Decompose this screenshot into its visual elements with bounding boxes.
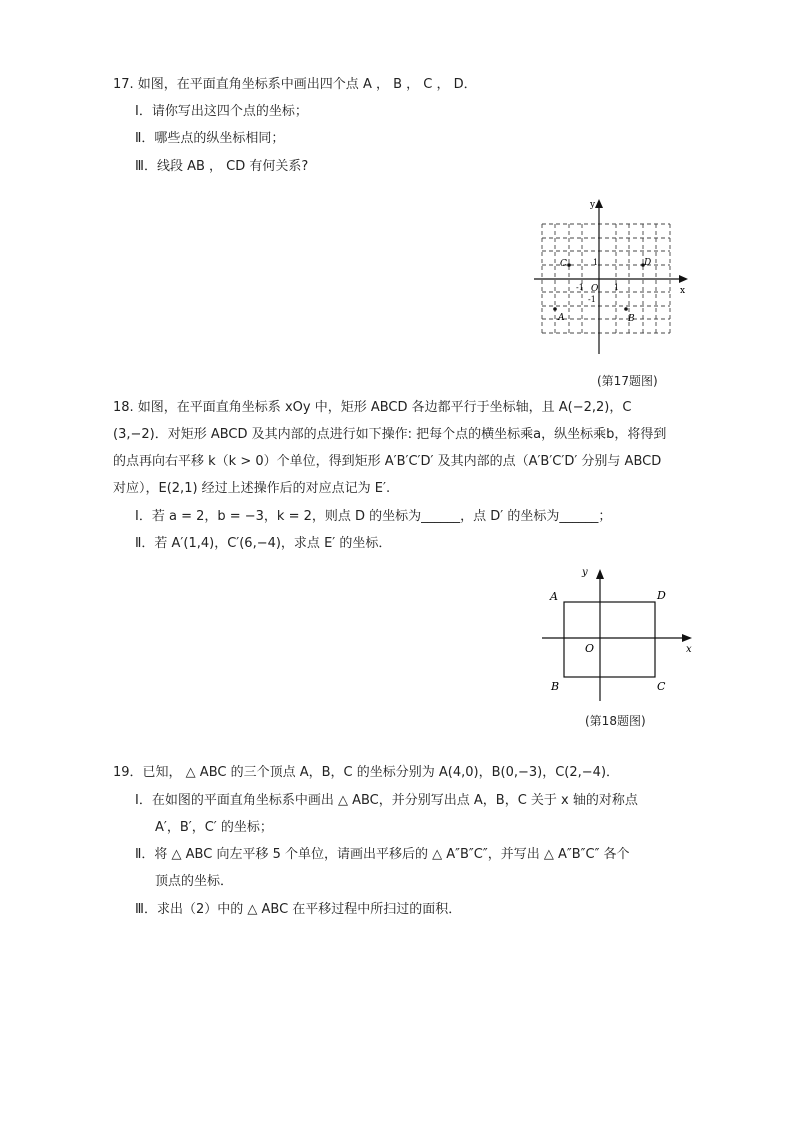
q18-origin-label: O [585, 642, 595, 655]
q17-tick-x-neg: -1 [576, 283, 584, 292]
q17-point-d-label: D [644, 258, 652, 268]
q17-figure-caption: (第17题图) [597, 374, 658, 388]
q19-statement: 19．已知， △ ABC 的三个顶点 A，B，C 的坐标分别为 A(4,0)，B(0,−3)，C(2,−4)． [113, 765, 620, 780]
q18-part2: Ⅱ．若 A′(1,4)，C′(6,−4)，求点 E′ 的坐标． [135, 536, 392, 551]
q19-part1-line1: Ⅰ．在如图的平面直角坐标系中画出 △ ABC，并分别写出点 A，B，C 关于 x 轴的对称点 [135, 793, 638, 808]
q17-y-axis-label: y [590, 200, 596, 210]
q17-statement: 17. 如图，在平面直角坐标系中画出四个点 A ， B ， C ， D． [113, 77, 477, 92]
q17-tick-x-pos: 1 [614, 283, 620, 292]
q17-part2: Ⅱ．哪些点的纵坐标相同； [135, 131, 285, 146]
q17-point-a-label: A [558, 313, 565, 323]
q19-part3: Ⅲ．求出（2）中的 △ ABC 在平移过程中所扫过的面积． [135, 902, 462, 917]
q17-point-c-label: C [560, 259, 567, 269]
q18-statement-line4: 对应），E(2,1) 经过上述操作后的对应点记为 E′. [113, 481, 391, 496]
q19-part1-line2: A′，B′，C′ 的坐标； [155, 820, 273, 835]
q18-rectangle-abcd [564, 602, 655, 677]
q18-x-axis-label: x [686, 644, 692, 655]
q17-point-b-label: B [628, 314, 635, 324]
q18-rectangle-figure [540, 560, 698, 708]
q17-part1: Ⅰ．请你写出这四个点的坐标； [135, 104, 308, 119]
q19-part2-line1: Ⅱ．将 △ ABC 向左平移 5 个单位，请画出平移后的 △ A″B″C″，并写出 △ A″B″C″ 各个 [135, 847, 630, 862]
q18-label-b: B [551, 680, 560, 693]
q19-part2-line2: 顶点的坐标． [155, 874, 234, 889]
q18-statement-line3: 的点再向右平移 k（k > 0）个单位，得到矩形 A′B′C′D′ 及其内部的点（A′B′C′D′ 分别与 ABCD [113, 454, 662, 469]
q17-point-c [567, 263, 571, 267]
q18-statement-line2: (3,−2)．对矩形 ABCD 及其内部的点进行如下操作: 把每个点的横坐标乘a，纵坐标乘b，将得到 [113, 427, 667, 442]
q17-part3: Ⅲ．线段 AB ， CD 有何关系? [135, 159, 309, 174]
q17-tick-y-pos: 1 [593, 258, 599, 267]
q18-statement-line1: 18. 如图，在平面直角坐标系 xOy 中，矩形 ABCD 各边都平行于坐标轴，且 A(−2,2)，C [113, 400, 632, 415]
q17-x-axis-label: x [680, 286, 686, 296]
q17-origin-label: O [591, 284, 599, 294]
q17-tick-y-neg: -1 [588, 295, 596, 304]
q18-part1: Ⅰ．若 a = 2，b = −3，k = 2，则点 D 的坐标为______，点 D′ 的坐标为______； [135, 509, 612, 524]
q18-figure-caption: (第18题图) [585, 714, 646, 728]
q17-point-b [624, 307, 628, 311]
q18-label-d: D [657, 589, 666, 602]
q17-coordinate-grid-figure [528, 194, 696, 356]
q18-label-a: A [550, 590, 558, 603]
q18-label-c: C [657, 680, 666, 693]
q17-point-a [553, 307, 557, 311]
q18-y-axis-label: y [582, 567, 588, 578]
